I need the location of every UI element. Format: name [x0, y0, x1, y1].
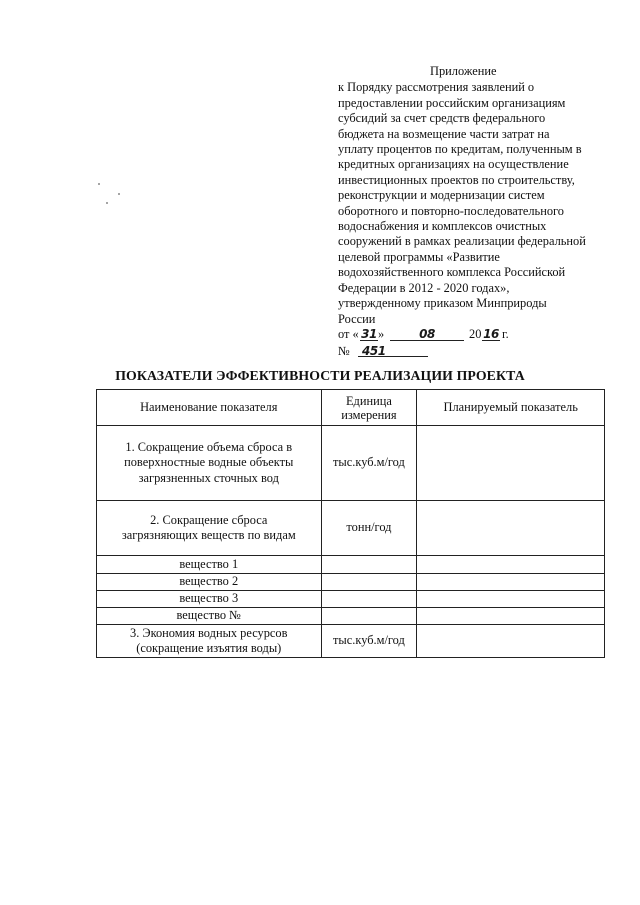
date-prefix: от « [338, 326, 359, 341]
row-name: вещество № [97, 608, 322, 625]
number-value: 451 [358, 344, 428, 357]
scan-speck [98, 183, 100, 185]
row-name: 2. Сокращение сброса загрязняющих веществ по видам [97, 501, 322, 556]
table-header-row [97, 390, 605, 426]
scan-speck [118, 193, 120, 195]
number-label: № [338, 343, 350, 358]
table-row [97, 501, 605, 556]
row-planned [417, 574, 605, 591]
row-planned [417, 591, 605, 608]
header-name: Наименование показателя [97, 390, 322, 426]
header-planned: Планируемый показатель [417, 390, 605, 426]
date-year-prefix: 20 [469, 326, 482, 341]
row-unit [321, 591, 417, 608]
metrics-table [96, 389, 605, 658]
order-date-line [338, 327, 608, 344]
date-quote-close: » [378, 326, 385, 341]
row-unit [321, 608, 417, 625]
date-year-suffix: 16 [483, 326, 499, 341]
date-month: 08 [390, 327, 464, 341]
row-planned [417, 608, 605, 625]
row-unit: тыс.куб.м/год [321, 625, 417, 658]
header-unit: Единица измерения [321, 390, 417, 426]
row-name: вещество 3 [97, 591, 322, 608]
row-unit [321, 556, 417, 574]
date-year-unit: г. [502, 326, 509, 341]
table-row [97, 608, 605, 625]
row-planned [417, 426, 605, 501]
row-name: вещество 2 [97, 574, 322, 591]
table-row [97, 556, 605, 574]
annex-title: Приложение [430, 64, 497, 78]
annex-body: к Порядку рассмотрения заявлений о предоставлении российским организациям субсидий за счет средств федерального бюджета на возмещение части затрат на уплату процентов по кредитам, полученным в кредитных организациях на осуществление инвестиционных проектов по строительству, реконструкции и модернизации систем оборотного и повторно-последовательного водоснабжения и комплексов очистных сооружений в рамках реализации федеральной целевой программы «Развитие водохозяйственного комплекса Российской Федерации в 2012 - 2020 годах», утвержденному приказом Минприроды России [338, 80, 586, 326]
row-planned [417, 556, 605, 574]
table-row [97, 625, 605, 658]
table-row [97, 574, 605, 591]
date-day: 31 [361, 326, 377, 341]
row-unit [321, 574, 417, 591]
row-unit: тонн/год [321, 501, 417, 556]
row-planned [417, 501, 605, 556]
row-name: 3. Экономия водных ресурсов (сокращение изъятия воды) [97, 625, 322, 658]
row-name: 1. Сокращение объема сброса в поверхностные водные объекты загрязненных сточных вод [97, 426, 322, 501]
row-unit: тыс.куб.м/год [321, 426, 417, 501]
order-number-line [338, 344, 608, 361]
row-planned [417, 625, 605, 658]
table-row [97, 591, 605, 608]
scan-speck [106, 202, 108, 204]
table-row [97, 426, 605, 501]
annex-block [338, 64, 608, 361]
row-name: вещество 1 [97, 556, 322, 574]
document-title: ПОКАЗАТЕЛИ ЭФФЕКТИВНОСТИ РЕАЛИЗАЦИИ ПРОЕКТА [115, 368, 525, 383]
